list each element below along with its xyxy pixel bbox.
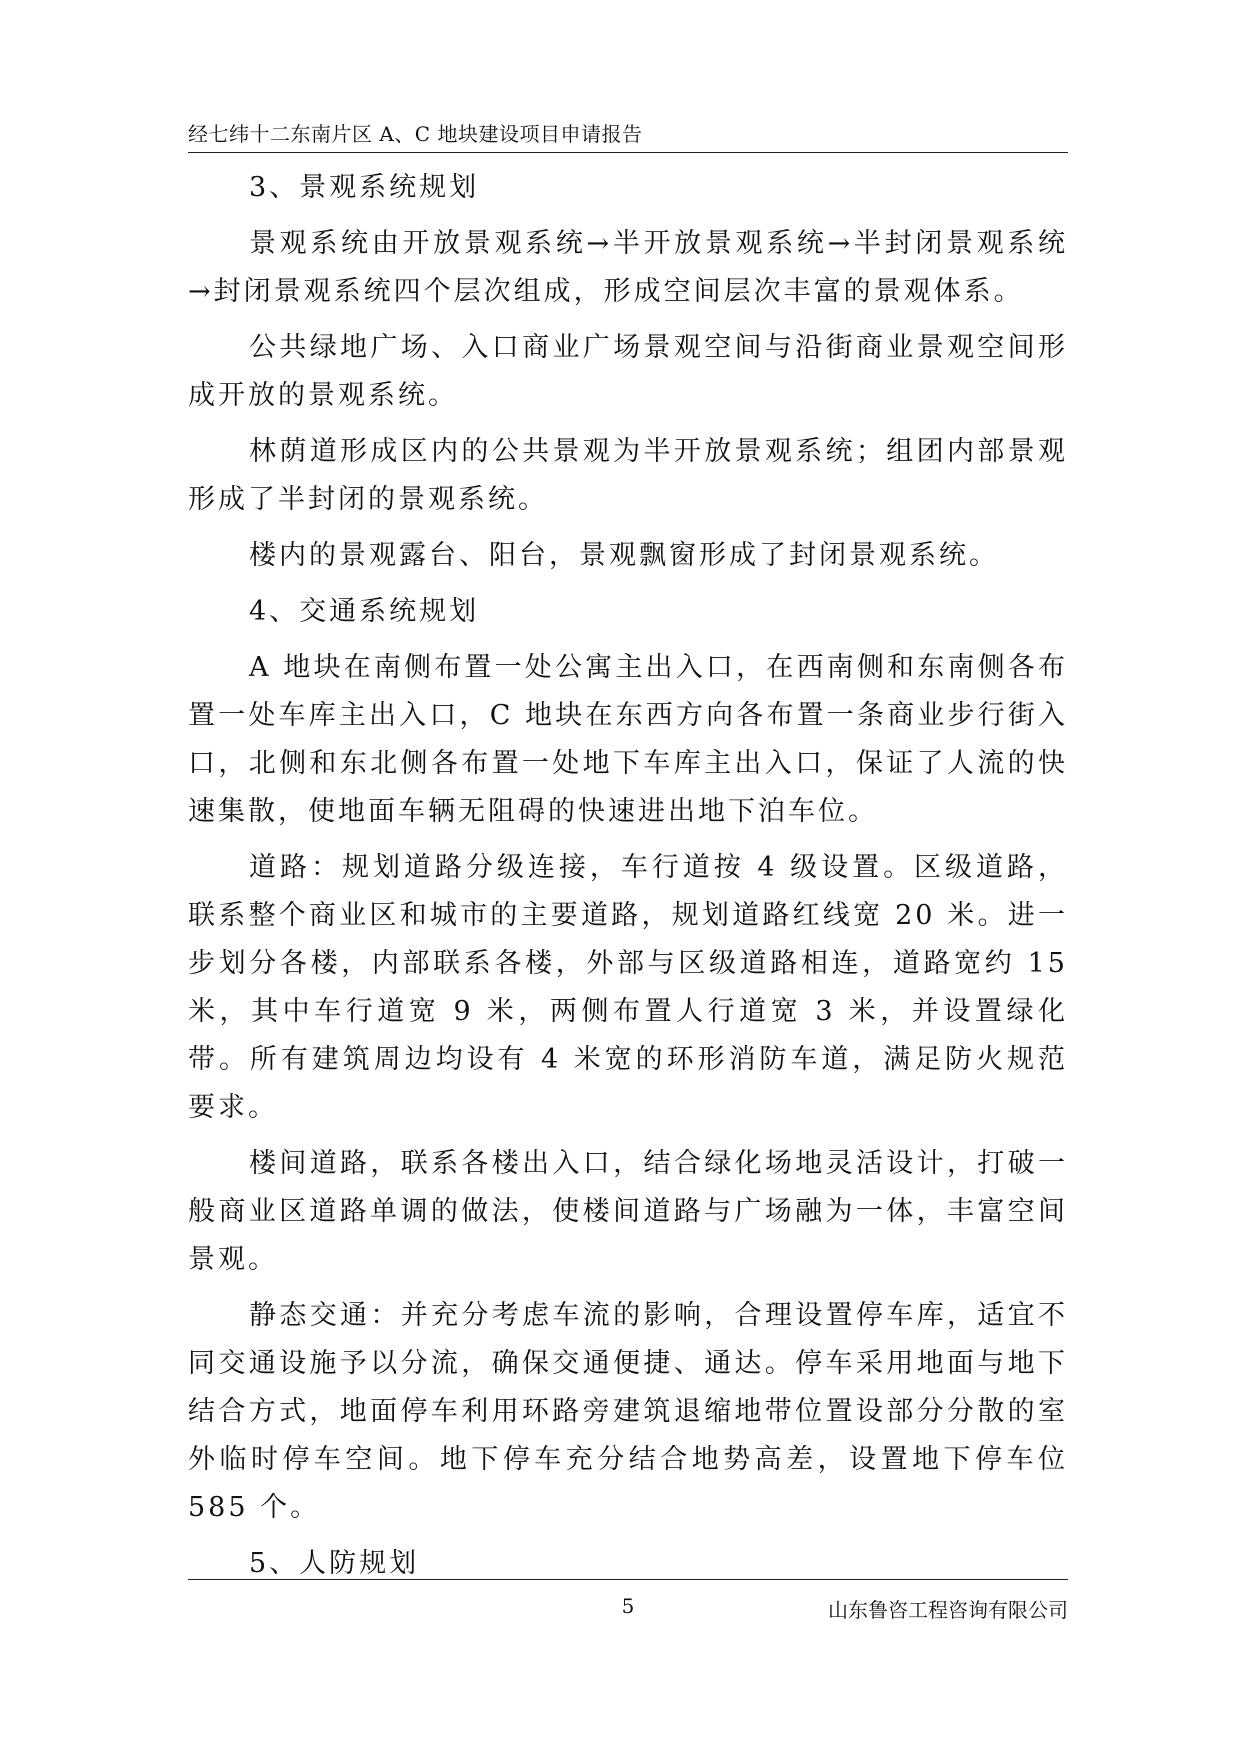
page-header (188, 112, 1068, 153)
paragraph: A 地块在南侧布置一处公寓主出入口，在西南侧和东南侧各布置一处车库主出入口，C 地块在东西方向各布置一条商业步行街入口，北侧和东北侧各布置一处地下车库主出入口，保证了人流的快速集散，使地面车辆无阻碍的快速进出地下泊车位。 (188, 652, 1068, 827)
paragraph: 道路：规划道路分级连接，车行道按 4 级设置。区级道路，联系整个商业区和城市的主要道路，规划道路红线宽 20 米。进一步划分各楼，内部联系各楼，外部与区级道路相连，道路宽约 15 米，其中车行道宽 9 米，两侧布置人行道宽 3 米，并设置绿化带。所有建筑周边均设有 4 米宽的环形消防车道，满足防火规范要求。 (188, 852, 1068, 1123)
company-name: 山东鲁咨工程咨询有限公司 (828, 1598, 1068, 1622)
paragraph: 静态交通：并充分考虑车流的影响，合理设置停车库，适宜不同交通设施予以分流，确保交通便捷、通达。停车采用地面与地下结合方式，地面停车利用环路旁建筑退缩地带位置设部分分散的室外临时停车空间。地下停车充分结合地势高差，设置地下停车位 585 个。 (188, 1300, 1068, 1523)
paragraph: 景观系统由开放景观系统→半开放景观系统→半封闭景观系统→封闭景观系统四个层次组成，形成空间层次丰富的景观体系。 (188, 228, 1068, 307)
page-footer (188, 1579, 1068, 1630)
section-heading-landscape: 3、景观系统规划 (249, 172, 480, 203)
paragraph: 楼内的景观露台、阳台，景观飘窗形成了封闭景观系统。 (249, 540, 999, 571)
paragraph: 楼间道路，联系各楼出入口，结合绿化场地灵活设计，打破一般商业区道路单调的做法，使楼间道路与广场融为一体，丰富空间景观。 (188, 1148, 1068, 1275)
paragraph: 林荫道形成区内的公共景观为半开放景观系统；组团内部景观形成了半封闭的景观系统。 (188, 436, 1068, 515)
page-number: 5 (621, 1594, 635, 1618)
section-heading-traffic: 4、交通系统规划 (249, 596, 480, 627)
body-content (188, 164, 1068, 1596)
header-title: 经七纬十二东南片区 A、C 地块建设项目申请报告 (188, 122, 643, 146)
paragraph: 公共绿地广场、入口商业广场景观空间与沿街商业景观空间形成开放的景观系统。 (188, 332, 1068, 411)
section-heading-civil-defense: 5、人防规划 (249, 1548, 420, 1579)
